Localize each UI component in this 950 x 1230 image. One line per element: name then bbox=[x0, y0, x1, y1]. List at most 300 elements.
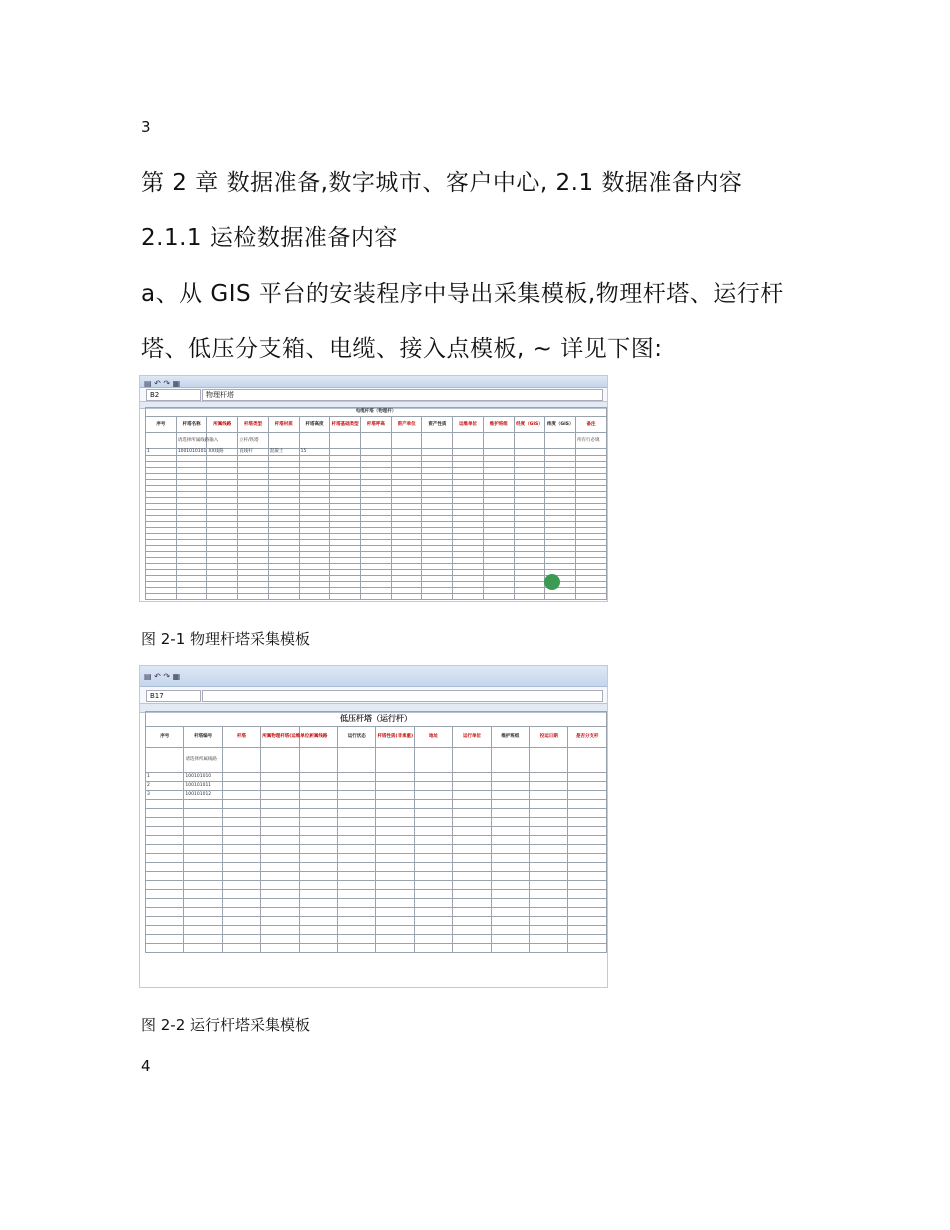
empty-cell[interactable] bbox=[530, 935, 568, 944]
empty-cell[interactable] bbox=[338, 809, 376, 818]
empty-cell[interactable] bbox=[376, 818, 414, 827]
empty-cell[interactable] bbox=[338, 836, 376, 845]
empty-cell[interactable] bbox=[184, 854, 222, 863]
empty-cell[interactable] bbox=[184, 917, 222, 926]
table-cell[interactable] bbox=[299, 782, 337, 791]
empty-cell[interactable] bbox=[414, 926, 452, 935]
empty-cell[interactable] bbox=[261, 944, 299, 953]
empty-cell[interactable] bbox=[376, 872, 414, 881]
empty-cell[interactable] bbox=[261, 836, 299, 845]
empty-cell[interactable] bbox=[146, 908, 184, 917]
empty-cell[interactable] bbox=[453, 899, 491, 908]
table-cell[interactable]: 1 bbox=[146, 773, 184, 782]
empty-cell[interactable] bbox=[414, 872, 452, 881]
empty-cell[interactable] bbox=[361, 594, 392, 600]
empty-cell[interactable] bbox=[299, 917, 337, 926]
empty-cell[interactable] bbox=[414, 836, 452, 845]
empty-cell[interactable] bbox=[414, 944, 452, 953]
empty-cell[interactable] bbox=[530, 926, 568, 935]
table-cell[interactable] bbox=[491, 773, 529, 782]
empty-cell[interactable] bbox=[414, 908, 452, 917]
table-cell[interactable] bbox=[330, 433, 361, 449]
table-cell[interactable] bbox=[514, 433, 545, 449]
empty-cell[interactable] bbox=[568, 890, 607, 899]
table-cell[interactable] bbox=[453, 433, 484, 449]
table-cell[interactable] bbox=[268, 433, 299, 449]
empty-cell[interactable] bbox=[491, 890, 529, 899]
table-cell[interactable] bbox=[483, 433, 514, 449]
table-cell[interactable]: 请选择所属线路输入 bbox=[176, 433, 207, 449]
empty-cell[interactable] bbox=[299, 881, 337, 890]
empty-cell[interactable] bbox=[491, 872, 529, 881]
empty-cell[interactable] bbox=[568, 836, 607, 845]
empty-cell[interactable] bbox=[338, 890, 376, 899]
empty-cell[interactable] bbox=[268, 594, 299, 600]
table-cell[interactable]: 直线杆 bbox=[238, 449, 269, 456]
table-cell[interactable] bbox=[391, 433, 422, 449]
empty-cell[interactable] bbox=[530, 836, 568, 845]
empty-cell[interactable] bbox=[299, 935, 337, 944]
column-header: 维护班组 bbox=[491, 727, 529, 748]
empty-cell[interactable] bbox=[184, 881, 222, 890]
table-cell[interactable] bbox=[338, 782, 376, 791]
empty-cell[interactable] bbox=[568, 863, 607, 872]
table-cell[interactable] bbox=[222, 773, 260, 782]
empty-cell[interactable] bbox=[568, 926, 607, 935]
empty-cell[interactable] bbox=[261, 827, 299, 836]
empty-row bbox=[146, 881, 607, 890]
empty-cell[interactable] bbox=[376, 854, 414, 863]
table-cell[interactable] bbox=[222, 782, 260, 791]
empty-cell[interactable] bbox=[453, 818, 491, 827]
empty-cell[interactable] bbox=[238, 594, 269, 600]
empty-cell[interactable] bbox=[391, 594, 422, 600]
empty-cell[interactable] bbox=[184, 890, 222, 899]
empty-cell[interactable] bbox=[261, 854, 299, 863]
table-cell[interactable] bbox=[299, 433, 330, 449]
empty-cell[interactable] bbox=[376, 917, 414, 926]
table-cell[interactable] bbox=[568, 748, 607, 773]
empty-cell[interactable] bbox=[222, 827, 260, 836]
empty-cell[interactable] bbox=[207, 594, 238, 600]
table-cell[interactable]: 所有行必填 bbox=[576, 433, 607, 449]
empty-cell[interactable] bbox=[491, 809, 529, 818]
empty-cell[interactable] bbox=[453, 845, 491, 854]
table-cell[interactable] bbox=[568, 782, 607, 791]
empty-cell[interactable] bbox=[453, 935, 491, 944]
empty-cell[interactable] bbox=[568, 845, 607, 854]
empty-cell[interactable] bbox=[530, 908, 568, 917]
table-cell[interactable]: 1 bbox=[146, 449, 177, 456]
table-cell[interactable] bbox=[530, 773, 568, 782]
empty-cell[interactable] bbox=[414, 863, 452, 872]
empty-cell[interactable] bbox=[338, 827, 376, 836]
empty-cell[interactable] bbox=[146, 863, 184, 872]
table-cell[interactable]: 3 bbox=[146, 791, 184, 800]
table-cell[interactable] bbox=[491, 748, 529, 773]
empty-cell[interactable] bbox=[414, 881, 452, 890]
table-cell[interactable] bbox=[422, 449, 453, 456]
empty-cell[interactable] bbox=[146, 809, 184, 818]
empty-cell[interactable] bbox=[299, 800, 337, 809]
table-cell[interactable] bbox=[483, 449, 514, 456]
empty-cell[interactable] bbox=[338, 935, 376, 944]
table-cell[interactable] bbox=[261, 782, 299, 791]
empty-cell[interactable] bbox=[338, 800, 376, 809]
empty-cell[interactable] bbox=[338, 854, 376, 863]
empty-cell[interactable] bbox=[146, 836, 184, 845]
table-cell[interactable]: 100101012 bbox=[184, 791, 222, 800]
empty-cell[interactable] bbox=[184, 863, 222, 872]
table-cell[interactable] bbox=[453, 449, 484, 456]
empty-cell[interactable] bbox=[299, 908, 337, 917]
empty-cell[interactable] bbox=[184, 926, 222, 935]
table-cell[interactable] bbox=[376, 782, 414, 791]
empty-cell[interactable] bbox=[338, 908, 376, 917]
empty-cell[interactable] bbox=[414, 800, 452, 809]
empty-cell[interactable] bbox=[453, 594, 484, 600]
empty-cell[interactable] bbox=[453, 827, 491, 836]
table-cell[interactable] bbox=[261, 791, 299, 800]
empty-cell[interactable] bbox=[568, 854, 607, 863]
empty-cell[interactable] bbox=[222, 809, 260, 818]
empty-cell[interactable] bbox=[146, 926, 184, 935]
table-cell[interactable] bbox=[391, 449, 422, 456]
table-cell[interactable] bbox=[414, 748, 452, 773]
empty-cell[interactable] bbox=[453, 944, 491, 953]
table-cell[interactable] bbox=[545, 433, 576, 449]
empty-cell[interactable] bbox=[568, 818, 607, 827]
empty-cell[interactable] bbox=[491, 863, 529, 872]
empty-cell[interactable] bbox=[261, 800, 299, 809]
empty-cell[interactable] bbox=[299, 809, 337, 818]
empty-cell[interactable] bbox=[530, 809, 568, 818]
table-cell[interactable] bbox=[576, 449, 607, 456]
table-cell[interactable] bbox=[361, 449, 392, 456]
empty-cell[interactable] bbox=[146, 899, 184, 908]
table-cell[interactable] bbox=[530, 791, 568, 800]
empty-cell[interactable] bbox=[453, 890, 491, 899]
empty-cell[interactable] bbox=[530, 890, 568, 899]
empty-cell[interactable] bbox=[453, 800, 491, 809]
empty-cell[interactable] bbox=[530, 863, 568, 872]
empty-cell[interactable] bbox=[146, 917, 184, 926]
empty-cell[interactable] bbox=[222, 836, 260, 845]
empty-cell[interactable] bbox=[338, 944, 376, 953]
empty-cell[interactable] bbox=[261, 890, 299, 899]
empty-cell[interactable] bbox=[146, 800, 184, 809]
table-cell[interactable] bbox=[261, 748, 299, 773]
table-cell[interactable] bbox=[361, 433, 392, 449]
table-cell[interactable] bbox=[376, 748, 414, 773]
empty-cell[interactable] bbox=[568, 827, 607, 836]
table-cell[interactable] bbox=[376, 773, 414, 782]
table-cell[interactable]: XX线路 bbox=[207, 449, 238, 456]
empty-cell[interactable] bbox=[414, 917, 452, 926]
empty-cell[interactable] bbox=[530, 881, 568, 890]
empty-cell[interactable] bbox=[568, 872, 607, 881]
empty-cell[interactable] bbox=[491, 926, 529, 935]
table-cell[interactable] bbox=[338, 773, 376, 782]
empty-cell[interactable] bbox=[146, 854, 184, 863]
empty-cell[interactable] bbox=[376, 935, 414, 944]
table-cell[interactable] bbox=[299, 791, 337, 800]
empty-cell[interactable] bbox=[222, 854, 260, 863]
empty-cell[interactable] bbox=[453, 872, 491, 881]
empty-cell[interactable] bbox=[338, 845, 376, 854]
empty-cell[interactable] bbox=[261, 845, 299, 854]
table-cell[interactable] bbox=[222, 791, 260, 800]
empty-cell[interactable] bbox=[299, 926, 337, 935]
empty-cell[interactable] bbox=[376, 827, 414, 836]
table-cell[interactable] bbox=[514, 449, 545, 456]
empty-cell[interactable] bbox=[299, 845, 337, 854]
empty-cell[interactable] bbox=[453, 917, 491, 926]
empty-cell[interactable] bbox=[338, 872, 376, 881]
empty-cell[interactable] bbox=[222, 881, 260, 890]
empty-cell[interactable] bbox=[568, 944, 607, 953]
empty-cell[interactable] bbox=[376, 890, 414, 899]
empty-cell[interactable] bbox=[261, 818, 299, 827]
empty-cell[interactable] bbox=[146, 872, 184, 881]
empty-cell[interactable] bbox=[261, 899, 299, 908]
empty-cell[interactable] bbox=[568, 908, 607, 917]
empty-cell[interactable] bbox=[414, 854, 452, 863]
empty-cell[interactable] bbox=[261, 881, 299, 890]
empty-cell[interactable] bbox=[299, 872, 337, 881]
empty-cell[interactable] bbox=[414, 818, 452, 827]
empty-cell[interactable] bbox=[299, 890, 337, 899]
table-cell[interactable]: 混凝土 bbox=[268, 449, 299, 456]
empty-cell[interactable] bbox=[261, 872, 299, 881]
empty-cell[interactable] bbox=[146, 827, 184, 836]
empty-cell[interactable] bbox=[453, 908, 491, 917]
empty-cell[interactable] bbox=[414, 809, 452, 818]
table-cell[interactable] bbox=[491, 782, 529, 791]
empty-cell[interactable] bbox=[414, 899, 452, 908]
empty-cell[interactable] bbox=[184, 836, 222, 845]
empty-cell[interactable] bbox=[568, 917, 607, 926]
empty-cell[interactable] bbox=[530, 800, 568, 809]
empty-cell[interactable] bbox=[453, 881, 491, 890]
empty-cell[interactable] bbox=[453, 854, 491, 863]
empty-cell[interactable] bbox=[568, 935, 607, 944]
empty-cell[interactable] bbox=[184, 845, 222, 854]
empty-cell[interactable] bbox=[414, 845, 452, 854]
table-cell[interactable] bbox=[453, 773, 491, 782]
table-cell[interactable] bbox=[530, 748, 568, 773]
empty-cell[interactable] bbox=[222, 935, 260, 944]
empty-cell[interactable] bbox=[330, 594, 361, 600]
empty-cell[interactable] bbox=[491, 827, 529, 836]
empty-cell[interactable] bbox=[299, 944, 337, 953]
table-cell[interactable] bbox=[330, 449, 361, 456]
empty-cell[interactable] bbox=[422, 594, 453, 600]
table-cell[interactable]: 请选择所属线路 bbox=[184, 748, 222, 773]
empty-cell[interactable] bbox=[453, 926, 491, 935]
empty-cell[interactable] bbox=[414, 935, 452, 944]
empty-row bbox=[146, 854, 607, 863]
empty-cell[interactable] bbox=[222, 890, 260, 899]
empty-cell[interactable] bbox=[299, 827, 337, 836]
empty-cell[interactable] bbox=[146, 890, 184, 899]
empty-cell[interactable] bbox=[184, 818, 222, 827]
empty-cell[interactable] bbox=[491, 836, 529, 845]
table-cell[interactable]: 100101010 bbox=[184, 773, 222, 782]
table-cell[interactable] bbox=[453, 748, 491, 773]
empty-cell[interactable] bbox=[146, 845, 184, 854]
table-cell[interactable]: 立杆/铁塔 bbox=[238, 433, 269, 449]
empty-cell[interactable] bbox=[530, 827, 568, 836]
empty-cell[interactable] bbox=[261, 908, 299, 917]
empty-cell[interactable] bbox=[222, 818, 260, 827]
empty-cell[interactable] bbox=[184, 827, 222, 836]
empty-cell[interactable] bbox=[491, 917, 529, 926]
table-cell[interactable] bbox=[453, 791, 491, 800]
empty-cell[interactable] bbox=[338, 863, 376, 872]
empty-cell[interactable] bbox=[530, 917, 568, 926]
empty-cell[interactable] bbox=[530, 845, 568, 854]
empty-cell[interactable] bbox=[261, 863, 299, 872]
empty-cell[interactable] bbox=[299, 863, 337, 872]
empty-cell[interactable] bbox=[338, 818, 376, 827]
empty-cell[interactable] bbox=[338, 881, 376, 890]
empty-cell[interactable] bbox=[184, 944, 222, 953]
empty-cell[interactable] bbox=[491, 845, 529, 854]
empty-cell[interactable] bbox=[376, 863, 414, 872]
table-cell[interactable] bbox=[146, 748, 184, 773]
empty-cell[interactable] bbox=[184, 809, 222, 818]
empty-cell[interactable] bbox=[146, 818, 184, 827]
empty-cell[interactable] bbox=[376, 800, 414, 809]
empty-cell[interactable] bbox=[299, 818, 337, 827]
empty-cell[interactable] bbox=[222, 872, 260, 881]
empty-cell[interactable] bbox=[146, 594, 177, 600]
empty-cell[interactable] bbox=[261, 935, 299, 944]
empty-cell[interactable] bbox=[222, 926, 260, 935]
empty-cell[interactable] bbox=[299, 594, 330, 600]
empty-cell[interactable] bbox=[184, 899, 222, 908]
empty-cell[interactable] bbox=[222, 899, 260, 908]
empty-cell[interactable] bbox=[453, 809, 491, 818]
empty-cell[interactable] bbox=[222, 908, 260, 917]
empty-cell[interactable] bbox=[376, 944, 414, 953]
empty-cell[interactable] bbox=[376, 908, 414, 917]
empty-cell[interactable] bbox=[338, 926, 376, 935]
empty-cell[interactable] bbox=[184, 800, 222, 809]
empty-cell[interactable] bbox=[491, 899, 529, 908]
table-cell[interactable] bbox=[146, 433, 177, 449]
empty-cell[interactable] bbox=[576, 594, 607, 600]
empty-cell[interactable] bbox=[299, 854, 337, 863]
table-cell[interactable] bbox=[453, 782, 491, 791]
table-cell[interactable] bbox=[299, 773, 337, 782]
table-cell[interactable]: 2 bbox=[146, 782, 184, 791]
empty-cell[interactable] bbox=[483, 594, 514, 600]
table-cell[interactable] bbox=[222, 748, 260, 773]
empty-cell[interactable] bbox=[338, 899, 376, 908]
empty-cell[interactable] bbox=[453, 863, 491, 872]
empty-cell[interactable] bbox=[222, 800, 260, 809]
empty-cell[interactable] bbox=[414, 827, 452, 836]
empty-cell[interactable] bbox=[491, 800, 529, 809]
table-cell[interactable] bbox=[299, 748, 337, 773]
empty-cell[interactable] bbox=[376, 881, 414, 890]
empty-cell[interactable] bbox=[530, 854, 568, 863]
empty-cell[interactable] bbox=[568, 809, 607, 818]
empty-cell[interactable] bbox=[184, 908, 222, 917]
empty-cell[interactable] bbox=[530, 944, 568, 953]
table-cell[interactable] bbox=[414, 791, 452, 800]
empty-cell[interactable] bbox=[222, 917, 260, 926]
table-cell[interactable] bbox=[338, 791, 376, 800]
empty-cell[interactable] bbox=[491, 908, 529, 917]
table-cell[interactable] bbox=[568, 791, 607, 800]
empty-cell[interactable] bbox=[299, 836, 337, 845]
empty-cell[interactable] bbox=[261, 917, 299, 926]
empty-row bbox=[146, 935, 607, 944]
empty-cell[interactable] bbox=[568, 899, 607, 908]
empty-cell[interactable] bbox=[376, 926, 414, 935]
table-cell[interactable] bbox=[338, 748, 376, 773]
empty-cell[interactable] bbox=[491, 935, 529, 944]
table-cell[interactable] bbox=[414, 782, 452, 791]
empty-cell[interactable] bbox=[146, 881, 184, 890]
empty-cell[interactable] bbox=[222, 845, 260, 854]
empty-cell[interactable] bbox=[176, 594, 207, 600]
empty-cell[interactable] bbox=[146, 944, 184, 953]
table-cell[interactable]: 1001010101 bbox=[177, 449, 207, 454]
empty-cell[interactable] bbox=[491, 944, 529, 953]
empty-cell[interactable] bbox=[376, 899, 414, 908]
empty-cell[interactable] bbox=[491, 881, 529, 890]
empty-cell[interactable] bbox=[184, 872, 222, 881]
empty-cell[interactable] bbox=[146, 935, 184, 944]
empty-cell[interactable] bbox=[261, 926, 299, 935]
table-cell[interactable] bbox=[261, 773, 299, 782]
empty-cell[interactable] bbox=[491, 818, 529, 827]
table-cell[interactable] bbox=[568, 773, 607, 782]
empty-cell[interactable] bbox=[530, 899, 568, 908]
empty-cell[interactable] bbox=[376, 809, 414, 818]
table-cell[interactable]: 15 bbox=[299, 449, 330, 456]
empty-cell[interactable] bbox=[338, 917, 376, 926]
table-cell[interactable] bbox=[545, 449, 576, 456]
table-cell[interactable] bbox=[376, 791, 414, 800]
empty-cell[interactable] bbox=[568, 800, 607, 809]
empty-cell[interactable] bbox=[376, 845, 414, 854]
empty-cell[interactable] bbox=[568, 881, 607, 890]
empty-cell[interactable] bbox=[514, 594, 545, 600]
empty-cell[interactable] bbox=[414, 890, 452, 899]
empty-cell[interactable] bbox=[299, 899, 337, 908]
empty-cell[interactable] bbox=[376, 836, 414, 845]
table-cell[interactable] bbox=[530, 782, 568, 791]
table-cell[interactable] bbox=[491, 791, 529, 800]
empty-cell[interactable] bbox=[545, 594, 576, 600]
empty-cell[interactable] bbox=[491, 854, 529, 863]
table-cell[interactable] bbox=[422, 433, 453, 449]
empty-cell[interactable] bbox=[222, 944, 260, 953]
empty-cell[interactable] bbox=[530, 872, 568, 881]
empty-cell[interactable] bbox=[184, 935, 222, 944]
empty-cell[interactable] bbox=[222, 863, 260, 872]
empty-cell[interactable] bbox=[530, 818, 568, 827]
table-cell[interactable]: 100101011 bbox=[184, 782, 222, 791]
empty-cell[interactable] bbox=[453, 836, 491, 845]
table-cell[interactable] bbox=[414, 773, 452, 782]
empty-cell[interactable] bbox=[261, 809, 299, 818]
